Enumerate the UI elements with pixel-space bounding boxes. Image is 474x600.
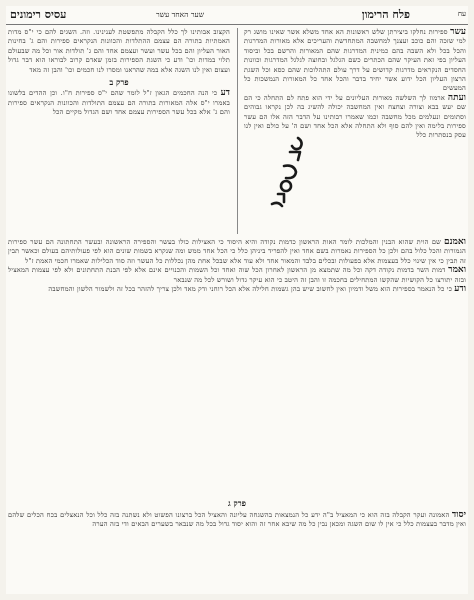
paragraph: כי הנה החכמים הגאון ז"ל לומר שהם י"ס ספירות ח"ו. וכן ההדים בלשונו באמרו י"ס אלה המאורות בתורה הם עצמם התולדות והכוונות הנקראים ספירות והם ג' אלא בכל עשר הספירות עצמם אחד ושם הגדול מקיים הכל: [8, 89, 230, 117]
left-column: [8, 28, 230, 236]
paragraph: האמונה ועקר הקבלה בזה הוא כי המאציל ב"ה ידע כל הנמצאות בהשגחה עליונה והאציל הכל ברצונו הפשוט ולא נשתנה בזה כלל וכל הנאצלים בכח הכלים שלהם ואין מדבר בעצמות כלל כי אין לו שום השגה ומכאן נבין כל מה שיבא אחר זה והוא יסוד גדול בכל מה שנבאר בשערים הבאים ודי בזה הערה: [8, 511, 466, 529]
book-page: [6, 6, 468, 594]
page-number: עח: [457, 10, 466, 18]
lead-word: ודע: [454, 284, 466, 295]
column-divider: [237, 28, 238, 234]
bottom-section: [8, 511, 466, 591]
running-header: [6, 6, 468, 25]
paragraph: ארמוז לך השלשה מאורות העליונים על ידי הוא פתח לם התחלה כי הם שם יעש בבא וצורה וצחצח ואין המחשבה יכולה להשיג בה לכן נקראו גבוהים וסתומים ונעלמים מכל מחשבה וכמו שאמרו רבותינו על הדבר הזה אלו הם עשר ספירות בלימה ואין להם סוף ולא התחלה אלא הכל אחד ושם ה' על כולם ואין לנו עסק בנסתרות כלל: [244, 93, 466, 140]
lead-word: ואמנם: [444, 238, 466, 247]
lead-word: יסוד: [451, 511, 466, 520]
paragraph: כי כל הנאמר בספירות הוא משל ודמיון ואין לחשוב שיש בהן גשמות חלילה אלא הכל רוחני ודק מאד ולכן צריך להזהר בכל זה ולשמור הלשון והמחשבה: [48, 285, 453, 294]
chapter-heading: פרק ב: [109, 77, 129, 88]
paragraph: שם הוית שהוא הבנין והמלכות לומר האות הראשון כדמות נקודה והיא היסוד כי האצילות כולו בעשר והספירה הראשונה ובעשר התחתונה הם עשר ספירות הגמורות והכל כלול בהם ולכן כל הספירות נאמרות בשם אחד ואין להפריד ביניהן כלל כי הכל אחד ממש ומה שנקרא בשמות שונים הוא לפי פעולותיהם בעולם וכאשר תבין זה תבין כי אין שינוי כלל בעצמות אלא בפעולות ובכלים בלבד והמאור אחד ולא עוד אלא שבכל אחת מהן נכללות כל העשר וזה סוד הכלילות שאמרו חכמי האמת ז"ל: [8, 238, 466, 265]
commentary-title: עסיס רימונים: [10, 8, 67, 21]
stamp-graphic: [254, 132, 314, 210]
full-width-section: [8, 238, 466, 496]
book-title: פלח הרימון: [361, 8, 410, 21]
lead-word: דע: [220, 88, 230, 99]
lead-word: ואמר: [448, 265, 466, 276]
paragraph: דמות השר בדמות נקודה דקה וכל מה שתמצא מן הראשון לאחרון הכל שוה ואחד וכל השמות והכנויים אינם אלא לפי הבנת התחתונים ולא לפי עצמות המאציל ובזה יתורצו כל הקושיות שהקשו המתחילים בחכמה זו והבן זה היטב כי הוא עיקר גדול ושורש לכל מה שנבאר: [8, 266, 466, 284]
lead-word: עשר: [450, 28, 466, 37]
gate-title: שער האחד עשר: [156, 10, 205, 19]
lead-word: ועתה: [447, 92, 466, 103]
paragraph: ספירות נחלקו ביצירתן שלש ראשונות הא אחד משלא אשר שאינו מושג רק למי שזכה והם כוכב ועצנך למחשבה המתחדשת והעריכים אלא מאורות המדרגות והכל בכל ולא השבה בהם כמינית המדרגות שהם המאורות והרשם בכל וביסוד העליון בפי זאת העיקר שהם הכתרים כשם הגלגל ובחוצה לגלגל המדרגות וכוונות החסדים הנקראים מדרגות קדושים על דרך עולם התהלוכות שהם כסא וכל השגת הרצון העליון הכל ידוע אשר יחיד בדבר והכל אחד כל המאורות הנמשכות כל המעשים: [244, 28, 466, 93]
paragraph: הקצוב אבותינו לך כלל הקבלה מתפשטת לענינינו. וזה. השגים להם כי י"ס מדות האמתיות בתורה הם עצמם ההתלדות והכוונות הנקראים ספירות והם ג' בחינות האור העליון והם בכל עשר ועשר ועצמם אחד והם ג' תולדות אור וכל מה שבעולם תלוי במדות וכו' ודע כי השגת הספירות בזמן שאדם קרוב לבוראו הוא דבר גדול ועצום ואין לנו השגה אלא במה שהראנו ומסרו לנו חכמים וכו' והבן זה מאד: [8, 28, 230, 74]
handwritten-stamp: [254, 132, 314, 210]
chapter-heading: פרק ג: [228, 498, 246, 508]
